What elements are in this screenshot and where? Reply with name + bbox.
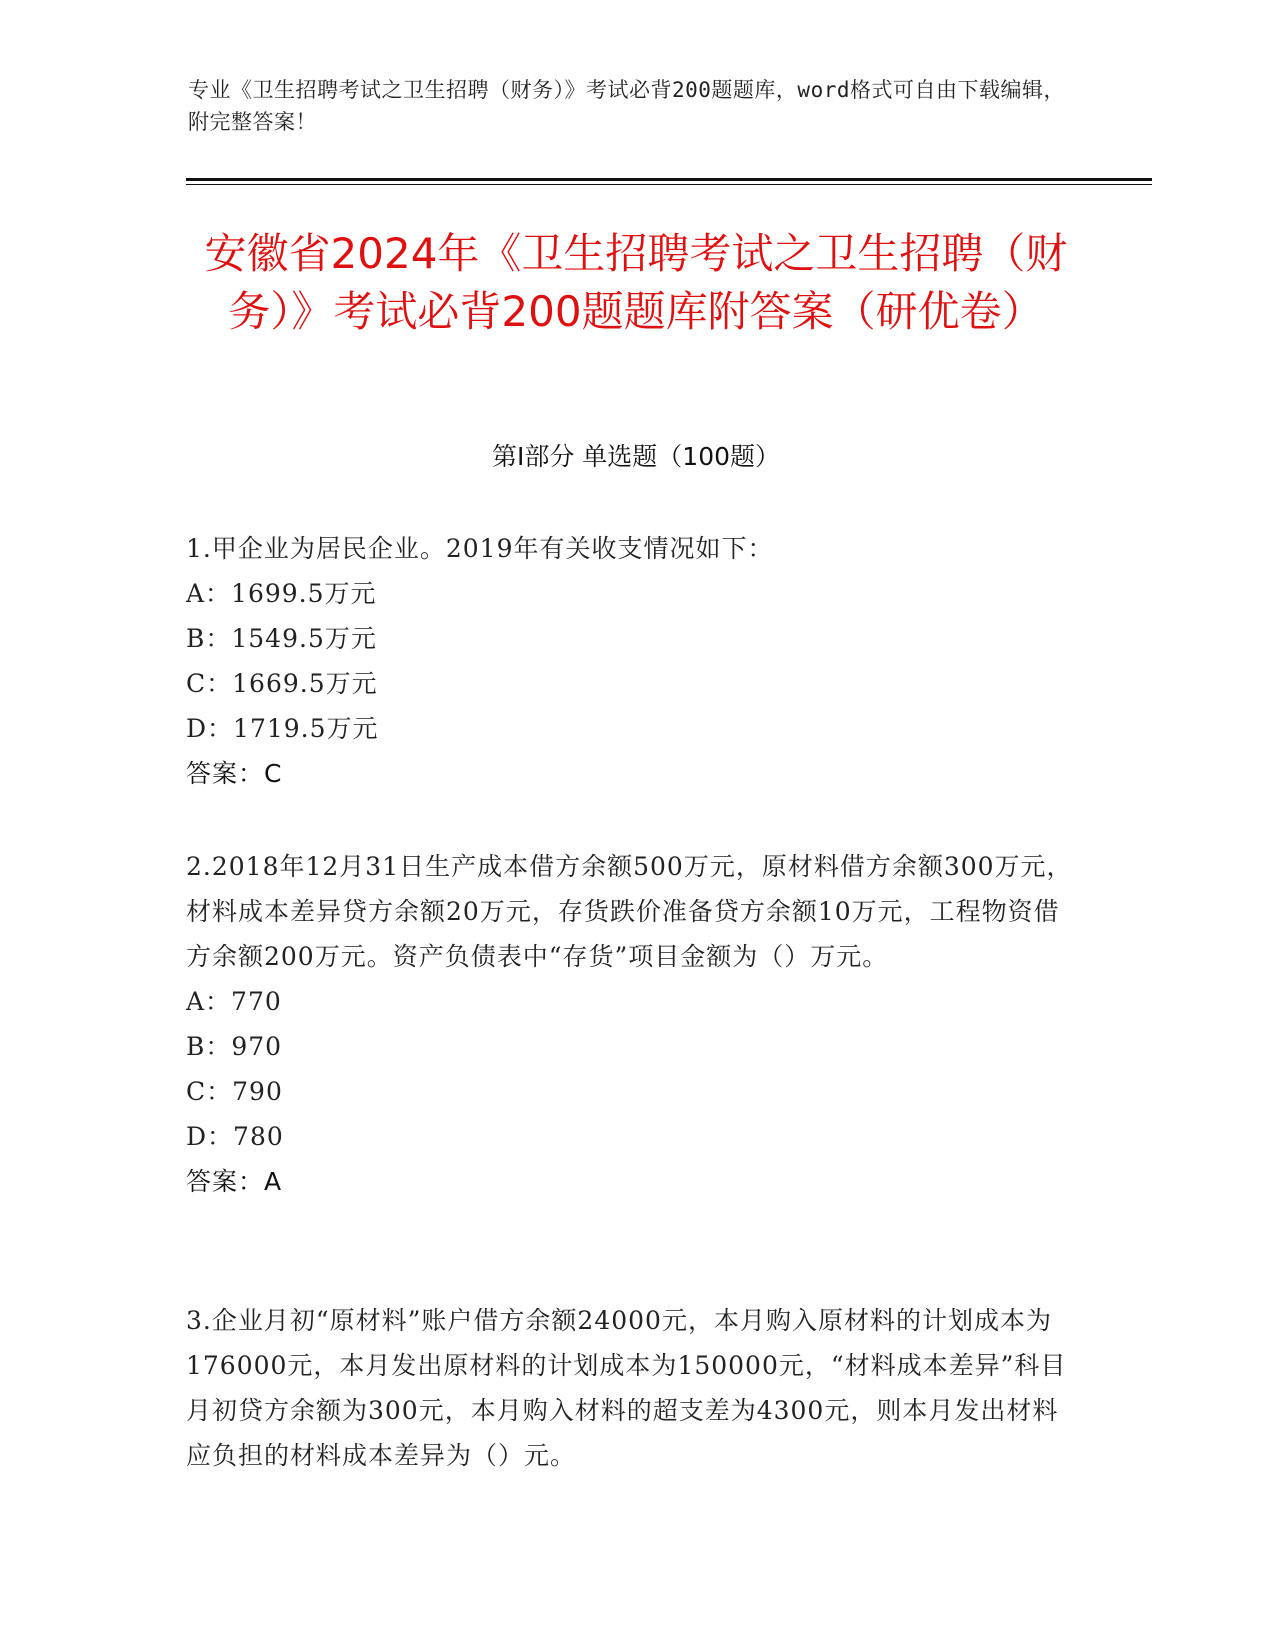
question-text: 1.甲企业为居民企业。2019年有关收支情况如下： bbox=[186, 534, 774, 563]
option-b: B：1549.5万元 bbox=[186, 624, 377, 653]
answer: 答案：C bbox=[186, 759, 283, 788]
option-d: D：780 bbox=[186, 1122, 284, 1151]
header-divider-thin bbox=[186, 184, 1152, 185]
question-text: 3.企业月初“原材料”账户借方余额24000元，本月购入原材料的计划成本为176000元，本月发出原材料的计划成本为150000元，“材料成本差异”科目月初贷方余额为300元，本月购入材料的超支差为4300元，则本月发出材料应负担的材料成本差异为（）元。 bbox=[186, 1306, 1067, 1470]
option-a: A：1699.5万元 bbox=[186, 579, 377, 608]
document-title: 安徽省2024年《卫生招聘考试之卫生招聘（财务）》考试必背200题题库附答案（研优卷） bbox=[204, 229, 1068, 336]
option-b: B：970 bbox=[186, 1032, 283, 1061]
option-c: C：790 bbox=[186, 1077, 283, 1106]
option-c: C：1669.5万元 bbox=[186, 669, 378, 698]
section-heading: 第I部分 单选题（100题） bbox=[491, 442, 781, 471]
question-1 bbox=[186, 526, 1076, 796]
answer: 答案：A bbox=[186, 1167, 283, 1196]
option-d: D：1719.5万元 bbox=[186, 714, 379, 743]
question-text: 2.2018年12月31日生产成本借方余额500万元，原材料借方余额300万元，材料成本差异贷方余额20万元，存货跌价准备贷方余额10万元，工程物资借方余额200万元。资产负债表中“存货”项目金额为（）万元。 bbox=[186, 852, 1073, 971]
question-3 bbox=[186, 1298, 1076, 1478]
question-2 bbox=[186, 844, 1076, 1204]
option-a: A：770 bbox=[186, 987, 282, 1016]
header-note: 专业《卫生招聘考试之卫生招聘（财务）》考试必背200题题库，word格式可自由下载编辑，附完整答案！ bbox=[188, 78, 1065, 134]
header-divider-thick bbox=[186, 178, 1152, 181]
